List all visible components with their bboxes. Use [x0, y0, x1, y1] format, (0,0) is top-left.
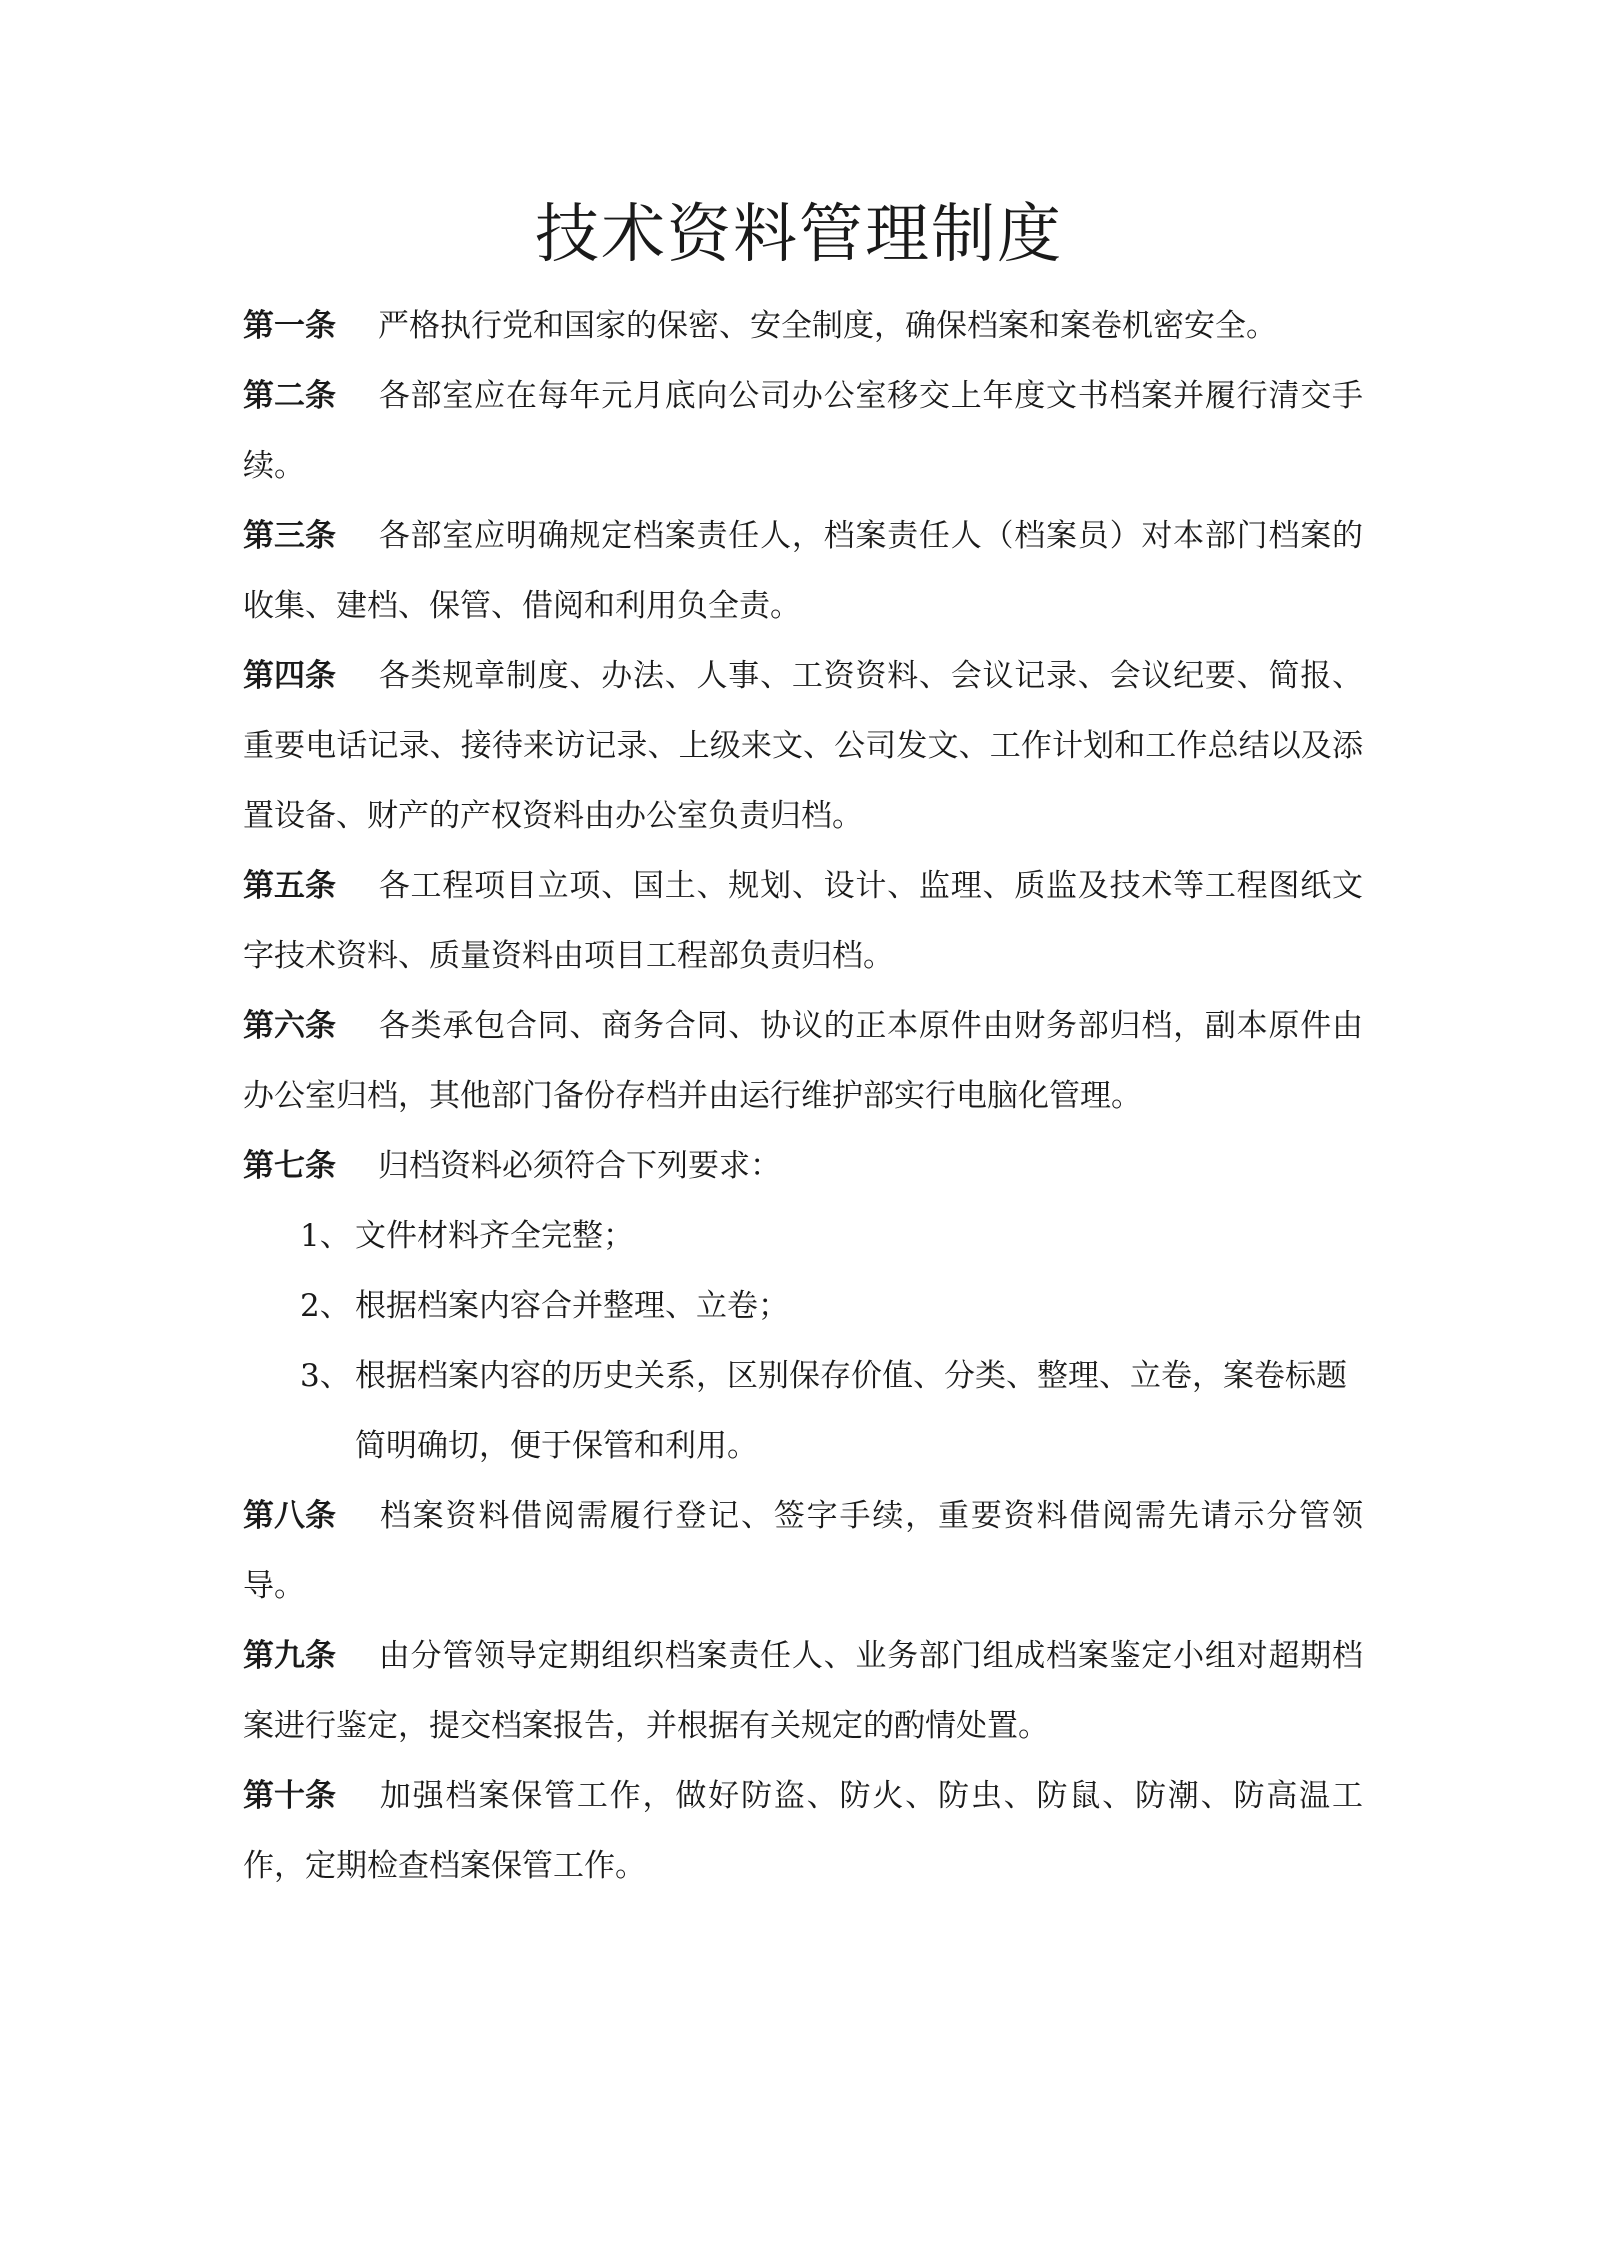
article-2 — [243, 361, 1363, 501]
list-item-number: 3、 — [300, 1358, 351, 1394]
list-item — [243, 1341, 1363, 1481]
article-label: 第二条 — [243, 378, 336, 414]
article-text: 各部室应在每年元月底向公司办公室移交上年度文书档案并履行清交手续。 — [243, 378, 1363, 484]
article-5 — [243, 851, 1363, 991]
list-item — [243, 1271, 1363, 1341]
article-label: 第七条 — [243, 1148, 336, 1184]
article-4 — [243, 641, 1363, 851]
document-title: 技术资料管理制度 — [535, 198, 1063, 272]
article-label: 第五条 — [243, 868, 336, 904]
article-7-requirements-list — [243, 1201, 1363, 1481]
article-label: 第九条 — [243, 1638, 336, 1674]
article-6 — [243, 991, 1363, 1131]
list-item-text: 根据档案内容合并整理、立卷； — [355, 1288, 789, 1324]
article-label: 第三条 — [243, 518, 336, 554]
article-label: 第八条 — [243, 1498, 336, 1534]
article-3 — [243, 501, 1363, 641]
article-label: 第四条 — [243, 658, 336, 694]
article-text: 由分管领导定期组织档案责任人、业务部门组成档案鉴定小组对超期档案进行鉴定，提交档案报告，并根据有关规定的酌情处置。 — [243, 1638, 1363, 1744]
list-item-number: 1、 — [300, 1218, 351, 1254]
list-item-text: 根据档案内容的历史关系，区别保存价值、分类、整理、立卷，案卷标题简明确切，便于保管和利用。 — [355, 1358, 1347, 1464]
article-text: 各类承包合同、商务合同、协议的正本原件由财务部归档，副本原件由办公室归档，其他部门备份存档并由运行维护部实行电脑化管理。 — [243, 1008, 1363, 1114]
article-text: 归档资料必须符合下列要求： — [378, 1148, 781, 1184]
article-10 — [243, 1761, 1363, 1901]
list-item — [243, 1201, 1363, 1271]
article-text: 各部室应明确规定档案责任人，档案责任人（档案员）对本部门档案的收集、建档、保管、借阅和利用负全责。 — [243, 518, 1363, 624]
article-7 — [243, 1131, 1363, 1201]
article-text: 档案资料借阅需履行登记、签字手续，重要资料借阅需先请示分管领导。 — [243, 1498, 1363, 1604]
article-label: 第十条 — [243, 1778, 336, 1814]
article-label: 第一条 — [243, 308, 336, 344]
list-item-text: 文件材料齐全完整； — [355, 1218, 634, 1254]
article-label: 第六条 — [243, 1008, 336, 1044]
article-text: 各工程项目立项、国土、规划、设计、监理、质监及技术等工程图纸文字技术资料、质量资料由项目工程部负责归档。 — [243, 868, 1363, 974]
article-text: 严格执行党和国家的保密、安全制度，确保档案和案卷机密安全。 — [378, 308, 1277, 344]
article-1 — [243, 291, 1363, 361]
list-item-number: 2、 — [300, 1288, 351, 1324]
articles-body — [243, 291, 1363, 1901]
article-text: 加强档案保管工作，做好防盗、防火、防虫、防鼠、防潮、防高温工作，定期检查档案保管工作。 — [243, 1778, 1363, 1884]
article-text: 各类规章制度、办法、人事、工资资料、会议记录、会议纪要、简报、重要电话记录、接待来访记录、上级来文、公司发文、工作计划和工作总结以及添置设备、财产的产权资料由办公室负责归档。 — [243, 658, 1363, 834]
article-8 — [243, 1481, 1363, 1621]
article-9 — [243, 1621, 1363, 1761]
